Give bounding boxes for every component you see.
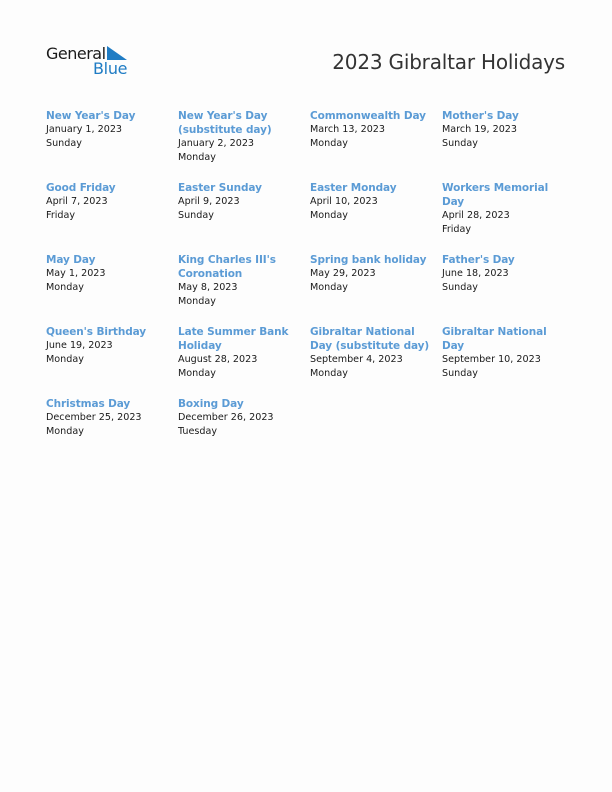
holiday-weekday: Monday xyxy=(310,282,348,293)
holiday-item xyxy=(442,253,576,325)
holiday-item xyxy=(310,325,442,397)
holiday-item xyxy=(310,181,442,253)
holiday-name: King Charles III's Coronation xyxy=(178,254,276,280)
holiday-name: Spring bank holiday xyxy=(310,254,427,266)
holiday-name: Easter Monday xyxy=(310,182,397,194)
holiday-weekday: Friday xyxy=(46,210,76,221)
holiday-name: Good Friday xyxy=(46,182,116,194)
holiday-weekday: Tuesday xyxy=(178,426,218,437)
holiday-date: April 10, 2023 xyxy=(310,196,378,207)
holiday-name: Christmas Day xyxy=(46,398,131,410)
holiday-item xyxy=(178,253,310,325)
holiday-date: April 28, 2023 xyxy=(442,210,510,221)
holiday-item xyxy=(46,253,178,325)
holiday-name: New Year's Day xyxy=(46,110,136,122)
holiday-date: April 9, 2023 xyxy=(178,196,240,207)
holiday-date: March 13, 2023 xyxy=(310,124,386,135)
holiday-item xyxy=(46,109,178,181)
holiday-date: June 19, 2023 xyxy=(46,340,113,351)
holiday-name: Gibraltar National Day (substitute day) xyxy=(310,326,430,352)
holiday-item xyxy=(310,109,442,181)
holiday-item xyxy=(442,181,576,253)
holiday-weekday: Sunday xyxy=(442,368,478,379)
holiday-item xyxy=(442,109,576,181)
holiday-weekday: Monday xyxy=(46,354,84,365)
holiday-name: Boxing Day xyxy=(178,398,244,410)
holiday-weekday: Sunday xyxy=(442,138,478,149)
brand-logo xyxy=(46,44,136,80)
holiday-date: January 1, 2023 xyxy=(46,124,123,135)
holiday-date: December 26, 2023 xyxy=(178,412,274,423)
holiday-date: September 10, 2023 xyxy=(442,354,541,365)
holiday-weekday: Monday xyxy=(310,368,348,379)
holiday-name: Easter Sunday xyxy=(178,182,262,194)
holiday-weekday: Monday xyxy=(46,282,84,293)
holiday-date: May 1, 2023 xyxy=(46,268,106,279)
holiday-weekday: Friday xyxy=(442,224,472,235)
holiday-item xyxy=(178,109,310,181)
logo-text-general: General xyxy=(46,44,106,63)
holiday-item xyxy=(178,397,310,469)
page-title: 2023 Gibraltar Holidays xyxy=(332,50,565,74)
holiday-weekday: Monday xyxy=(46,426,84,437)
holiday-item xyxy=(178,181,310,253)
holiday-item xyxy=(46,325,178,397)
holiday-name: New Year's Day (substitute day) xyxy=(178,110,272,136)
holiday-date: May 8, 2023 xyxy=(178,282,238,293)
holiday-date: April 7, 2023 xyxy=(46,196,108,207)
holiday-weekday: Sunday xyxy=(442,282,478,293)
holiday-item xyxy=(46,397,178,469)
holiday-name: Late Summer Bank Holiday xyxy=(178,326,289,352)
holiday-date: January 2, 2023 xyxy=(178,138,255,149)
holiday-item xyxy=(442,325,576,397)
holiday-name: Father's Day xyxy=(442,254,515,266)
holiday-date: August 28, 2023 xyxy=(178,354,258,365)
holiday-name: May Day xyxy=(46,254,96,266)
holiday-date: December 25, 2023 xyxy=(46,412,142,423)
holiday-weekday: Monday xyxy=(178,152,216,163)
holiday-name: Commonwealth Day xyxy=(310,110,426,122)
holiday-date: March 19, 2023 xyxy=(442,124,518,135)
holiday-name: Workers Memorial Day xyxy=(442,182,549,208)
holiday-name: Queen's Birthday xyxy=(46,326,147,338)
holiday-date: June 18, 2023 xyxy=(442,268,509,279)
holiday-name: Gibraltar National Day xyxy=(442,326,547,352)
logo-text-blue: Blue xyxy=(93,59,128,78)
holiday-item xyxy=(46,181,178,253)
holiday-grid xyxy=(46,109,576,469)
holiday-weekday: Monday xyxy=(310,210,348,221)
holiday-item xyxy=(310,253,442,325)
holiday-date: September 4, 2023 xyxy=(310,354,403,365)
holiday-weekday: Monday xyxy=(310,138,348,149)
holiday-weekday: Sunday xyxy=(46,138,82,149)
holiday-date: May 29, 2023 xyxy=(310,268,376,279)
holiday-name: Mother's Day xyxy=(442,110,519,122)
holiday-weekday: Sunday xyxy=(178,210,214,221)
holiday-weekday: Monday xyxy=(178,296,216,307)
holiday-item xyxy=(178,325,310,397)
holiday-weekday: Monday xyxy=(178,368,216,379)
